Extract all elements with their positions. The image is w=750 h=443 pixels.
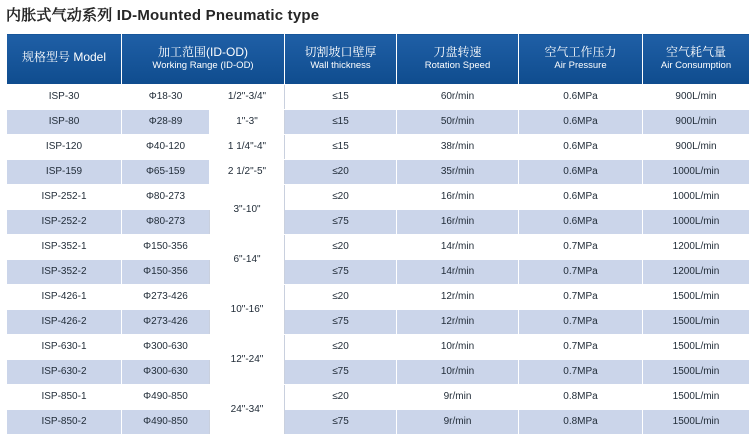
cell-model: ISP-252-2 (7, 210, 122, 235)
cell-air-consumption: 1000L/min (643, 185, 750, 210)
cell-range-mm: Φ40-120 (122, 135, 210, 160)
cell-air-consumption: 1500L/min (643, 360, 750, 385)
cell-air-consumption: 1000L/min (643, 210, 750, 235)
cell-rotation-speed: 14r/min (397, 260, 519, 285)
cell-wall-thickness: ≤20 (285, 385, 397, 410)
cell-range-mm: Φ490-850 (122, 385, 210, 410)
cell-rotation-speed: 9r/min (397, 385, 519, 410)
cell-air-pressure: 0.6MPa (519, 85, 643, 110)
cell-model: ISP-120 (7, 135, 122, 160)
cell-range-inch: 1/2"-3/4" (210, 85, 285, 110)
cell-range-mm: Φ490-850 (122, 410, 210, 435)
cell-air-pressure: 0.7MPa (519, 260, 643, 285)
header-rotation-speed: 刀盘转速 Rotation Speed (397, 34, 519, 85)
cell-range-mm: Φ18-30 (122, 85, 210, 110)
cell-air-pressure: 0.6MPa (519, 135, 643, 160)
cell-range-mm: Φ150-356 (122, 260, 210, 285)
cell-range-mm: Φ300-630 (122, 335, 210, 360)
cell-rotation-speed: 38r/min (397, 135, 519, 160)
table-row (7, 260, 750, 285)
cell-wall-thickness: ≤20 (285, 335, 397, 360)
table-row (7, 310, 750, 335)
cell-air-pressure: 0.8MPa (519, 410, 643, 435)
cell-air-pressure: 0.7MPa (519, 310, 643, 335)
cell-rotation-speed: 35r/min (397, 160, 519, 185)
cell-wall-thickness: ≤75 (285, 360, 397, 385)
cell-model: ISP-252-1 (7, 185, 122, 210)
cell-range-mm: Φ28-89 (122, 110, 210, 135)
cell-air-consumption: 1000L/min (643, 160, 750, 185)
table-row (7, 85, 750, 110)
cell-air-consumption: 1500L/min (643, 410, 750, 435)
cell-wall-thickness: ≤75 (285, 210, 397, 235)
table-header-row (7, 34, 750, 85)
table-body (7, 85, 750, 435)
table-row (7, 385, 750, 410)
cell-air-pressure: 0.6MPa (519, 160, 643, 185)
cell-air-consumption: 1500L/min (643, 285, 750, 310)
cell-wall-thickness: ≤15 (285, 85, 397, 110)
cell-air-pressure: 0.6MPa (519, 110, 643, 135)
cell-model: ISP-80 (7, 110, 122, 135)
cell-model: ISP-426-2 (7, 310, 122, 335)
cell-wall-thickness: ≤20 (285, 285, 397, 310)
cell-model: ISP-352-1 (7, 235, 122, 260)
cell-rotation-speed: 50r/min (397, 110, 519, 135)
cell-rotation-speed: 9r/min (397, 410, 519, 435)
cell-rotation-speed: 10r/min (397, 360, 519, 385)
cell-air-consumption: 1200L/min (643, 235, 750, 260)
cell-model: ISP-630-1 (7, 335, 122, 360)
cell-air-consumption: 900L/min (643, 110, 750, 135)
cell-air-pressure: 0.7MPa (519, 235, 643, 260)
spec-table (6, 33, 750, 435)
cell-rotation-speed: 60r/min (397, 85, 519, 110)
cell-range-inch: 1"-3" (210, 110, 285, 135)
header-model: 规格型号 Model (7, 34, 122, 85)
cell-range-inch: 24"-34" (210, 385, 285, 435)
cell-range-mm: Φ65-159 (122, 160, 210, 185)
cell-air-consumption: 900L/min (643, 135, 750, 160)
cell-air-consumption: 900L/min (643, 85, 750, 110)
cell-wall-thickness: ≤20 (285, 160, 397, 185)
cell-model: ISP-426-1 (7, 285, 122, 310)
cell-rotation-speed: 12r/min (397, 310, 519, 335)
cell-wall-thickness: ≤75 (285, 260, 397, 285)
table-row (7, 360, 750, 385)
cell-model: ISP-850-2 (7, 410, 122, 435)
cell-air-pressure: 0.8MPa (519, 385, 643, 410)
cell-model: ISP-30 (7, 85, 122, 110)
cell-range-inch: 3"-10" (210, 185, 285, 235)
cell-range-mm: Φ300-630 (122, 360, 210, 385)
table-row (7, 285, 750, 310)
cell-rotation-speed: 16r/min (397, 210, 519, 235)
cell-rotation-speed: 10r/min (397, 335, 519, 360)
cell-wall-thickness: ≤20 (285, 235, 397, 260)
cell-range-inch: 2 1/2"-5" (210, 160, 285, 185)
cell-rotation-speed: 14r/min (397, 235, 519, 260)
cell-air-consumption: 1500L/min (643, 335, 750, 360)
cell-air-pressure: 0.7MPa (519, 360, 643, 385)
cell-range-mm: Φ80-273 (122, 210, 210, 235)
cell-range-mm: Φ80-273 (122, 185, 210, 210)
table-row (7, 210, 750, 235)
table-row (7, 110, 750, 135)
cell-range-inch: 12"-24" (210, 335, 285, 385)
cell-air-consumption: 1500L/min (643, 385, 750, 410)
cell-wall-thickness: ≤75 (285, 310, 397, 335)
cell-air-pressure: 0.7MPa (519, 285, 643, 310)
header-air-pressure: 空气工作压力 Air Pressure (519, 34, 643, 85)
cell-air-consumption: 1200L/min (643, 260, 750, 285)
header-working-range: 加工范围(ID-OD) Working Range (ID-OD) (122, 34, 285, 85)
cell-range-mm: Φ273-426 (122, 310, 210, 335)
table-row (7, 410, 750, 435)
cell-model: ISP-630-2 (7, 360, 122, 385)
cell-range-inch: 10"-16" (210, 285, 285, 335)
table-row (7, 235, 750, 260)
cell-rotation-speed: 16r/min (397, 185, 519, 210)
cell-air-pressure: 0.6MPa (519, 210, 643, 235)
page-title: 内胀式气动系列 ID-Mounted Pneumatic type (6, 7, 320, 24)
cell-range-mm: Φ150-356 (122, 235, 210, 260)
cell-air-consumption: 1500L/min (643, 310, 750, 335)
cell-wall-thickness: ≤75 (285, 410, 397, 435)
cell-wall-thickness: ≤20 (285, 185, 397, 210)
cell-air-pressure: 0.6MPa (519, 185, 643, 210)
table-row (7, 185, 750, 210)
header-wall-thickness: 切割坡口壁厚 Wall thickness (285, 34, 397, 85)
cell-wall-thickness: ≤15 (285, 135, 397, 160)
table-row (7, 135, 750, 160)
cell-model: ISP-352-2 (7, 260, 122, 285)
table-row (7, 160, 750, 185)
cell-model: ISP-850-1 (7, 385, 122, 410)
table-row (7, 335, 750, 360)
cell-rotation-speed: 12r/min (397, 285, 519, 310)
header-air-consumption: 空气耗气量 Air Consumption (643, 34, 750, 85)
cell-range-inch: 6"-14" (210, 235, 285, 285)
cell-air-pressure: 0.7MPa (519, 335, 643, 360)
cell-wall-thickness: ≤15 (285, 110, 397, 135)
cell-range-mm: Φ273-426 (122, 285, 210, 310)
cell-range-inch: 1 1/4"-4" (210, 135, 285, 160)
cell-model: ISP-159 (7, 160, 122, 185)
